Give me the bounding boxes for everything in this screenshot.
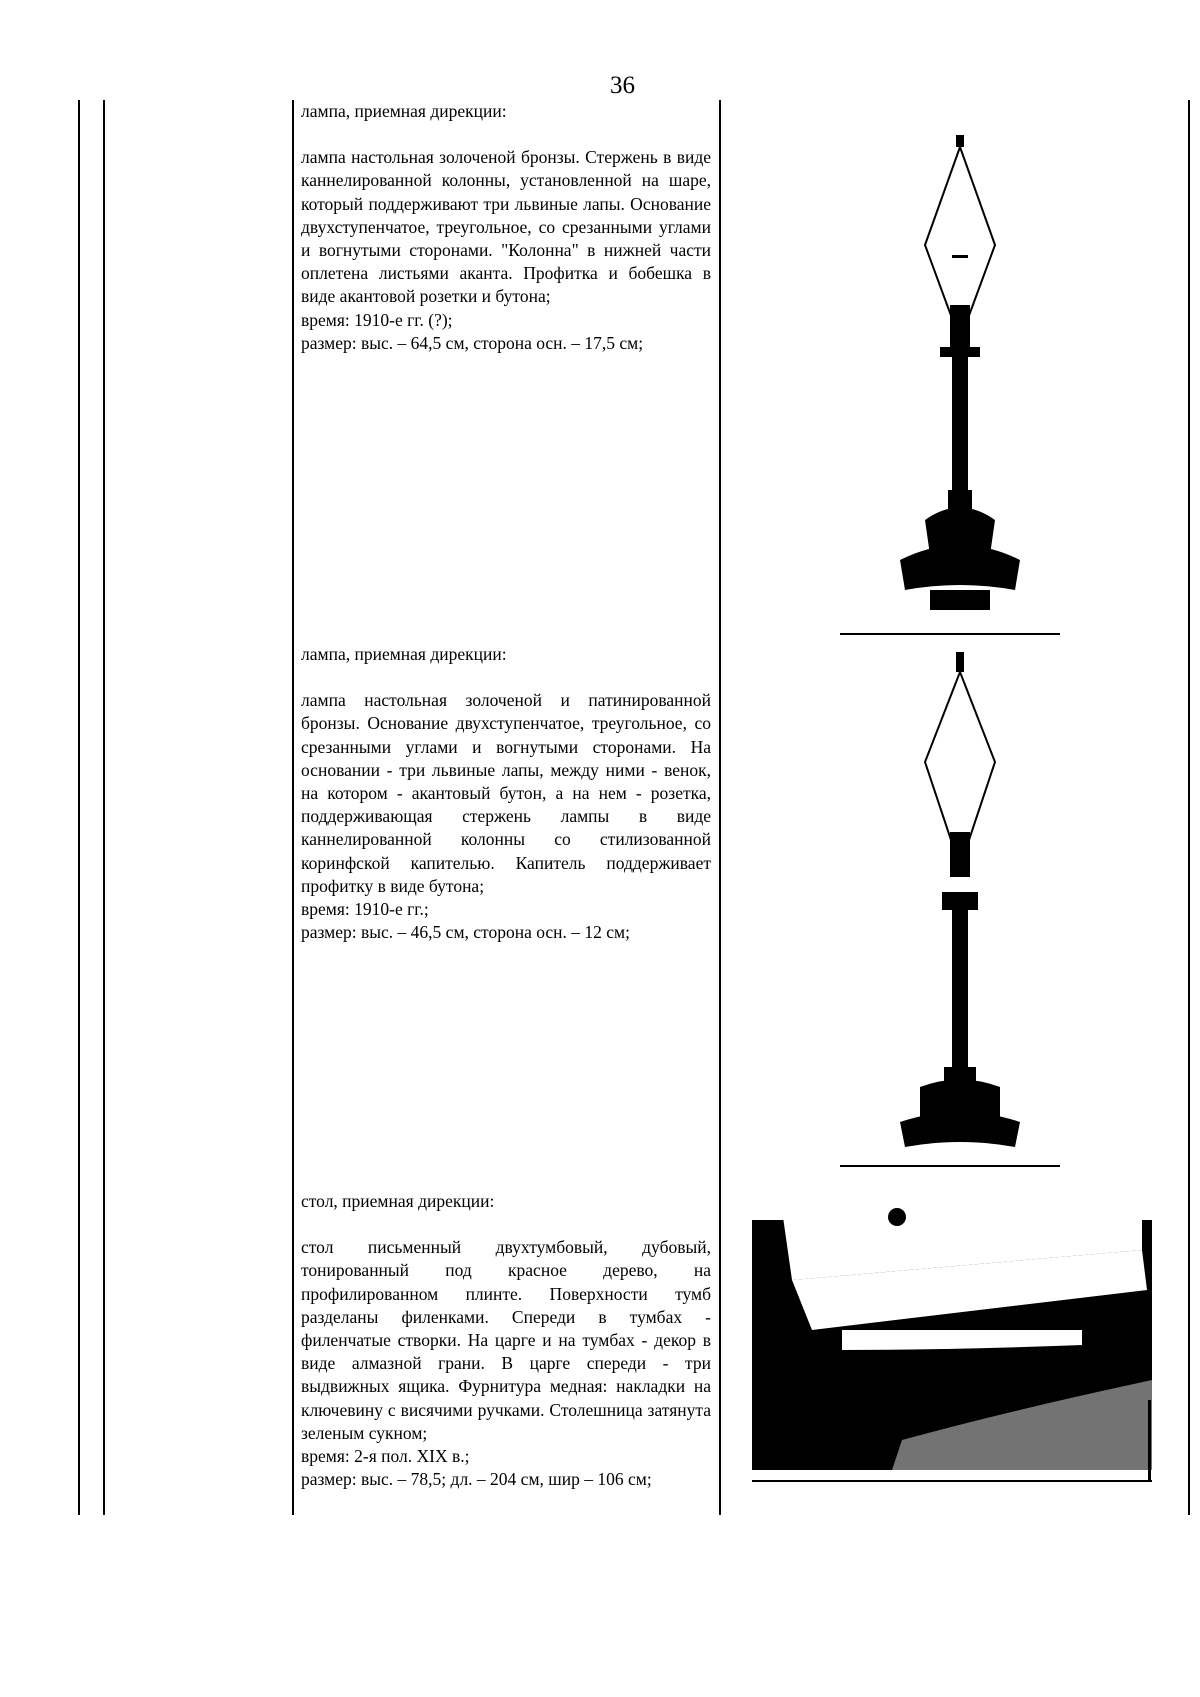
entry-description: стол письменный двухтумбовый, дубовый, тонированный под красное дерево, на профилированном плинте. Поверхности тумб разделаны филенками. Спереди в тумбах - филенчатые створки. На царге и на тумбах - декор в виде алмазной грани. В царге спереди - три выдвижных ящика. Фурнитура медная: накладки на ключевину с висячими ручками. Столешница затянута зеленым сукном; <box>301 1237 711 1443</box>
table-lamp-photo <box>840 135 1080 635</box>
entry-size: размер: выс. – 64,5 см, сторона осн. – 17,5 см; <box>301 332 644 353</box>
entry-size: размер: выс. – 46,5 см, сторона осн. – 12 см; <box>301 922 630 943</box>
entry-location: лампа, приемная дирекции: <box>301 101 507 121</box>
column-divider-left <box>292 100 294 1515</box>
writing-desk-photo <box>752 1180 1152 1490</box>
entry-time: время: 1910-е гг. (?); <box>301 309 453 330</box>
table-border-right <box>1188 100 1190 1515</box>
entry-description: лампа настольная золоченой и патинированной бронзы. Основание двухступенчатое, треугольное, со срезанными углами и вогнутыми сторонами. На основании - три львиные лапы, между ними - венок, на котором - акантовый бутон, а на нем - розетка, поддерживающая стержень лампы в виде каннелированной колонны со стилизованной коринфской капителью. Капитель поддерживает профитку в виде бутона; <box>301 690 711 896</box>
table-border-left-inner <box>103 100 105 1515</box>
entry-location: стол, приемная дирекции: <box>301 1191 495 1211</box>
column-divider-right <box>719 100 721 1515</box>
entry-location: лампа, приемная дирекции: <box>301 644 507 664</box>
entry-time: время: 2-я пол. XIX в.; <box>301 1446 470 1467</box>
entry-size: размер: выс. – 78,5; дл. – 204 см, шир – 106 см; <box>301 1469 652 1490</box>
table-border-left-outer <box>78 100 80 1515</box>
table-lamp-photo <box>840 652 1080 1167</box>
catalog-entry-3 <box>301 1190 711 1491</box>
catalog-entry-1 <box>301 100 711 355</box>
entry-time: время: 1910-е гг.; <box>301 899 429 920</box>
catalog-entry-2 <box>301 643 711 944</box>
page-number: 36 <box>610 72 635 99</box>
entry-description: лампа настольная золоченой бронзы. Стержень в виде каннелированной колонны, установленной на шаре, который поддерживают три львиные лапы. Основание двухступенчатое, треугольное, со срезанными углами и вогнутыми сторонами. "Колонна" в нижней части оплетена листьями аканта. Профитка и бобешка в виде акантовой розетки и бутона; <box>301 147 711 307</box>
